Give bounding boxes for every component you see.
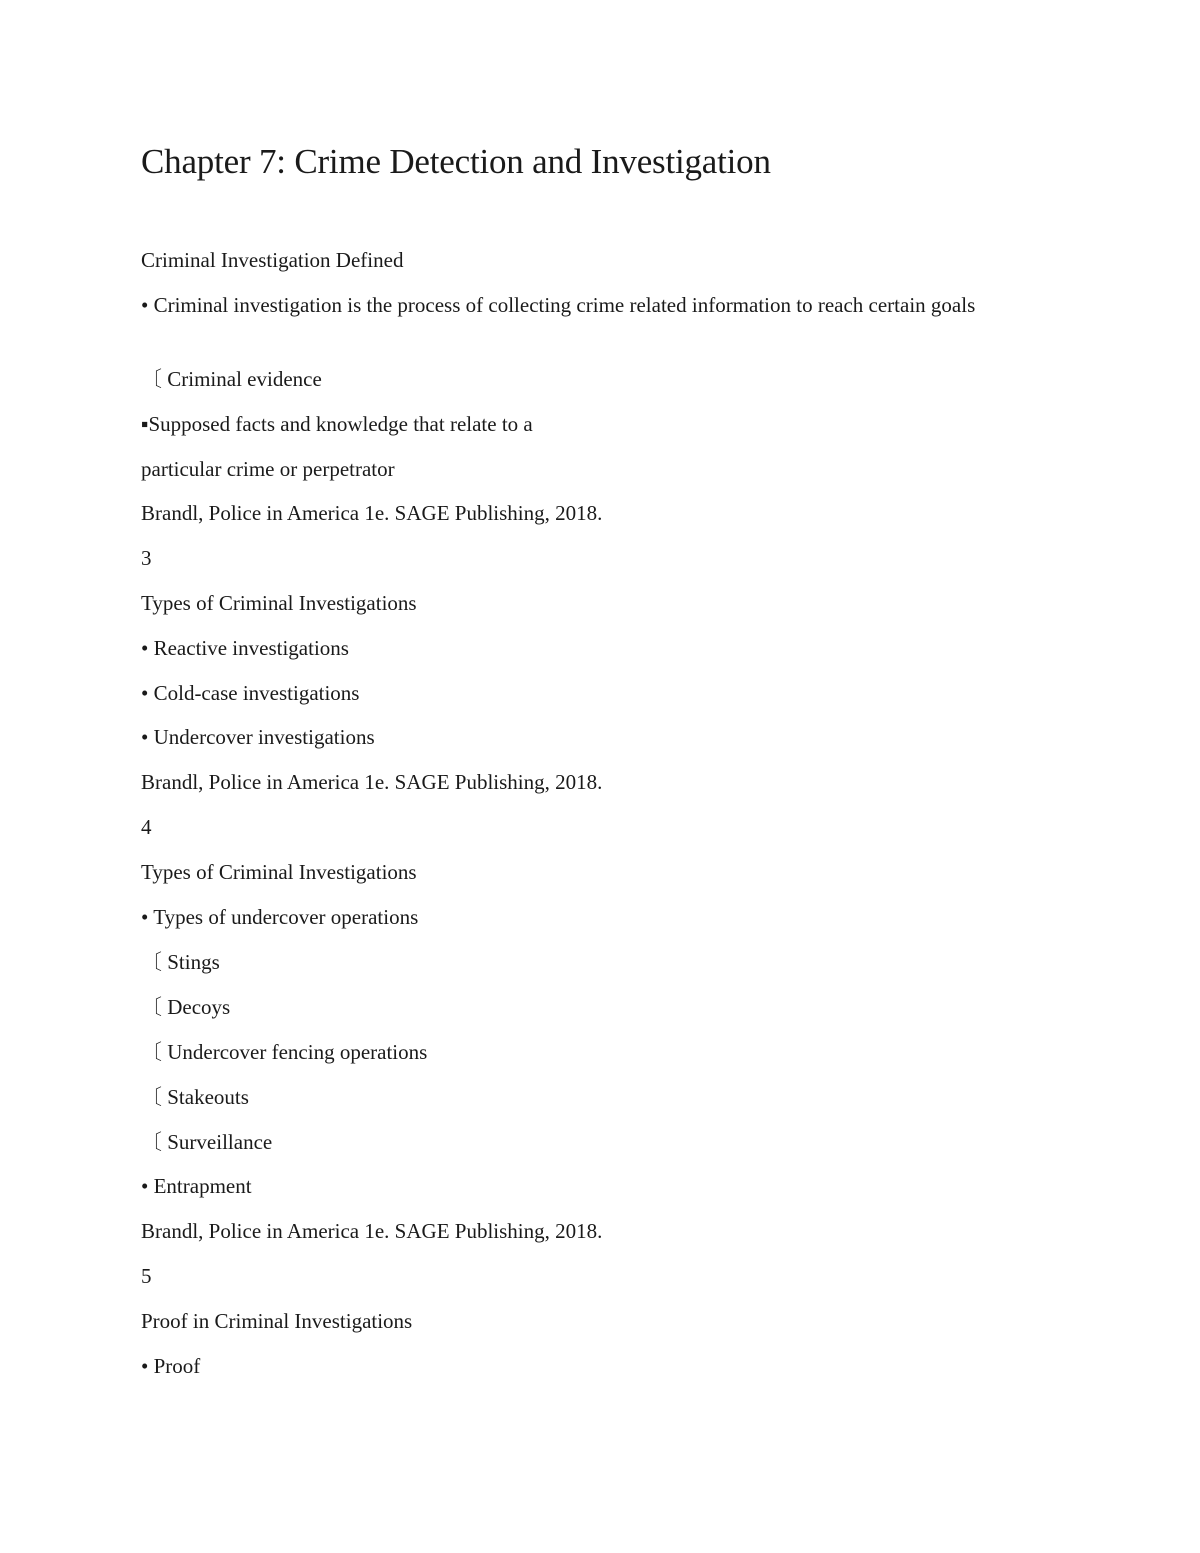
sub-bullet-item: 〔 Decoys <box>141 995 231 1019</box>
bullet-item: • Entrapment <box>141 1174 252 1198</box>
citation: Brandl, Police in America 1e. SAGE Publishing, 2018. <box>141 1219 603 1243</box>
section-heading: Types of Criminal Investigations <box>141 591 417 615</box>
bullet-item: • Cold-case investigations <box>141 681 360 705</box>
sub-bullet-item: 〔 Undercover fencing operations <box>141 1040 428 1064</box>
page-title: Chapter 7: Crime Detection and Investigation <box>141 142 771 181</box>
section-heading: Criminal Investigation Defined <box>141 248 404 272</box>
text-line: particular crime or perpetrator <box>141 457 395 481</box>
sub-bullet-item: 〔 Stakeouts <box>141 1085 249 1109</box>
citation: Brandl, Police in America 1e. SAGE Publishing, 2018. <box>141 770 603 794</box>
sub-bullet-item: 〔 Surveillance <box>141 1130 273 1154</box>
sub-bullet-item: 〔 Stings <box>141 950 220 974</box>
bullet-item: • Reactive investigations <box>141 636 349 660</box>
citation: Brandl, Police in America 1e. SAGE Publishing, 2018. <box>141 501 603 525</box>
section-heading: Types of Criminal Investigations <box>141 860 417 884</box>
sub-sub-bullet-item: ▪Supposed facts and knowledge that relate to a <box>141 412 533 436</box>
slide-number: 5 <box>141 1264 152 1288</box>
bullet-item: • Criminal investigation is the process of collecting crime related information to reach certain goals <box>141 293 976 317</box>
section-heading: Proof in Criminal Investigations <box>141 1309 413 1333</box>
sub-bullet-item: 〔 Criminal evidence <box>141 367 322 391</box>
slide-number: 4 <box>141 815 152 839</box>
bullet-item: • Undercover investigations <box>141 725 375 749</box>
slide-number: 3 <box>141 546 152 570</box>
bullet-item: • Types of undercover operations <box>141 905 419 929</box>
bullet-item: • Proof <box>141 1354 201 1378</box>
